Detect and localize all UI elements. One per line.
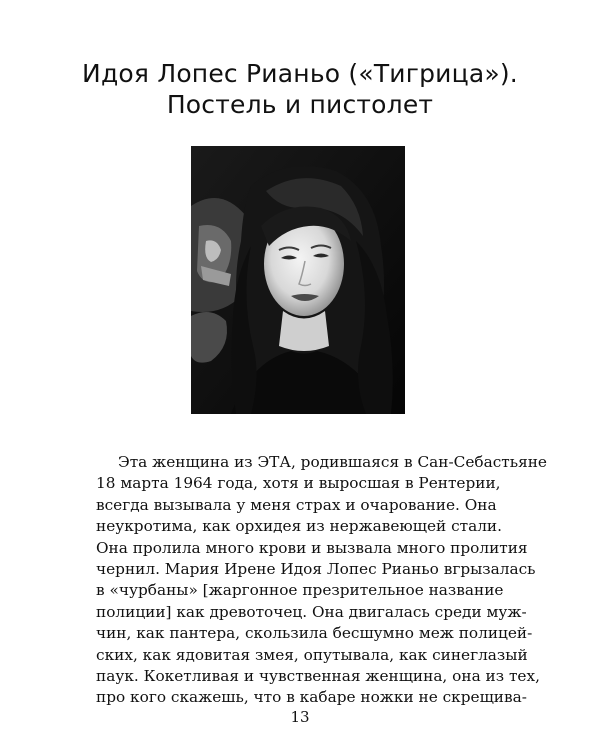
text-line: Она пролила много крови и вызвала много пролития <box>96 538 528 557</box>
text-line: чин, как пантера, скользила бесшумно меж полицей- <box>96 624 533 643</box>
text-line: Эта женщина из ЭТА, родившаяся в Сан-Себастьяне <box>118 453 547 471</box>
chapter-title-line-2: Постель и пистолет <box>166 90 434 119</box>
page-number: 13 <box>290 708 310 726</box>
portrait-photo <box>191 146 405 414</box>
portrait-illustration <box>191 146 405 414</box>
text-line: полиции] как древоточец. Она двигалась среди муж- <box>96 602 527 621</box>
body-paragraph <box>96 452 547 709</box>
chapter-title-line-1: Идоя Лопес Рианьо («Тигрица»). <box>82 59 518 88</box>
text-line: про кого скажешь, что в кабаре ножки не скрещива- <box>96 688 527 707</box>
text-line: ских, как ядовитая змея, опутывала, как синеглазый <box>96 645 528 664</box>
text-line: чернил. Мария Ирене Идоя Лопес Рианьо вгрызалась <box>96 559 536 578</box>
chapter-title <box>0 58 600 120</box>
text-line: всегда вызывала у меня страх и очарование. Она <box>96 495 497 514</box>
text-line: 18 марта 1964 года, хотя и выросшая в Рентерии, <box>96 474 501 493</box>
text-line: неукротима, как орхидея из нержавеющей стали. <box>96 517 502 536</box>
text-line: в «чурбаны» [жаргонное презрительное название <box>96 581 504 600</box>
text-line: паук. Кокетливая и чувственная женщина, она из тех, <box>96 666 540 685</box>
